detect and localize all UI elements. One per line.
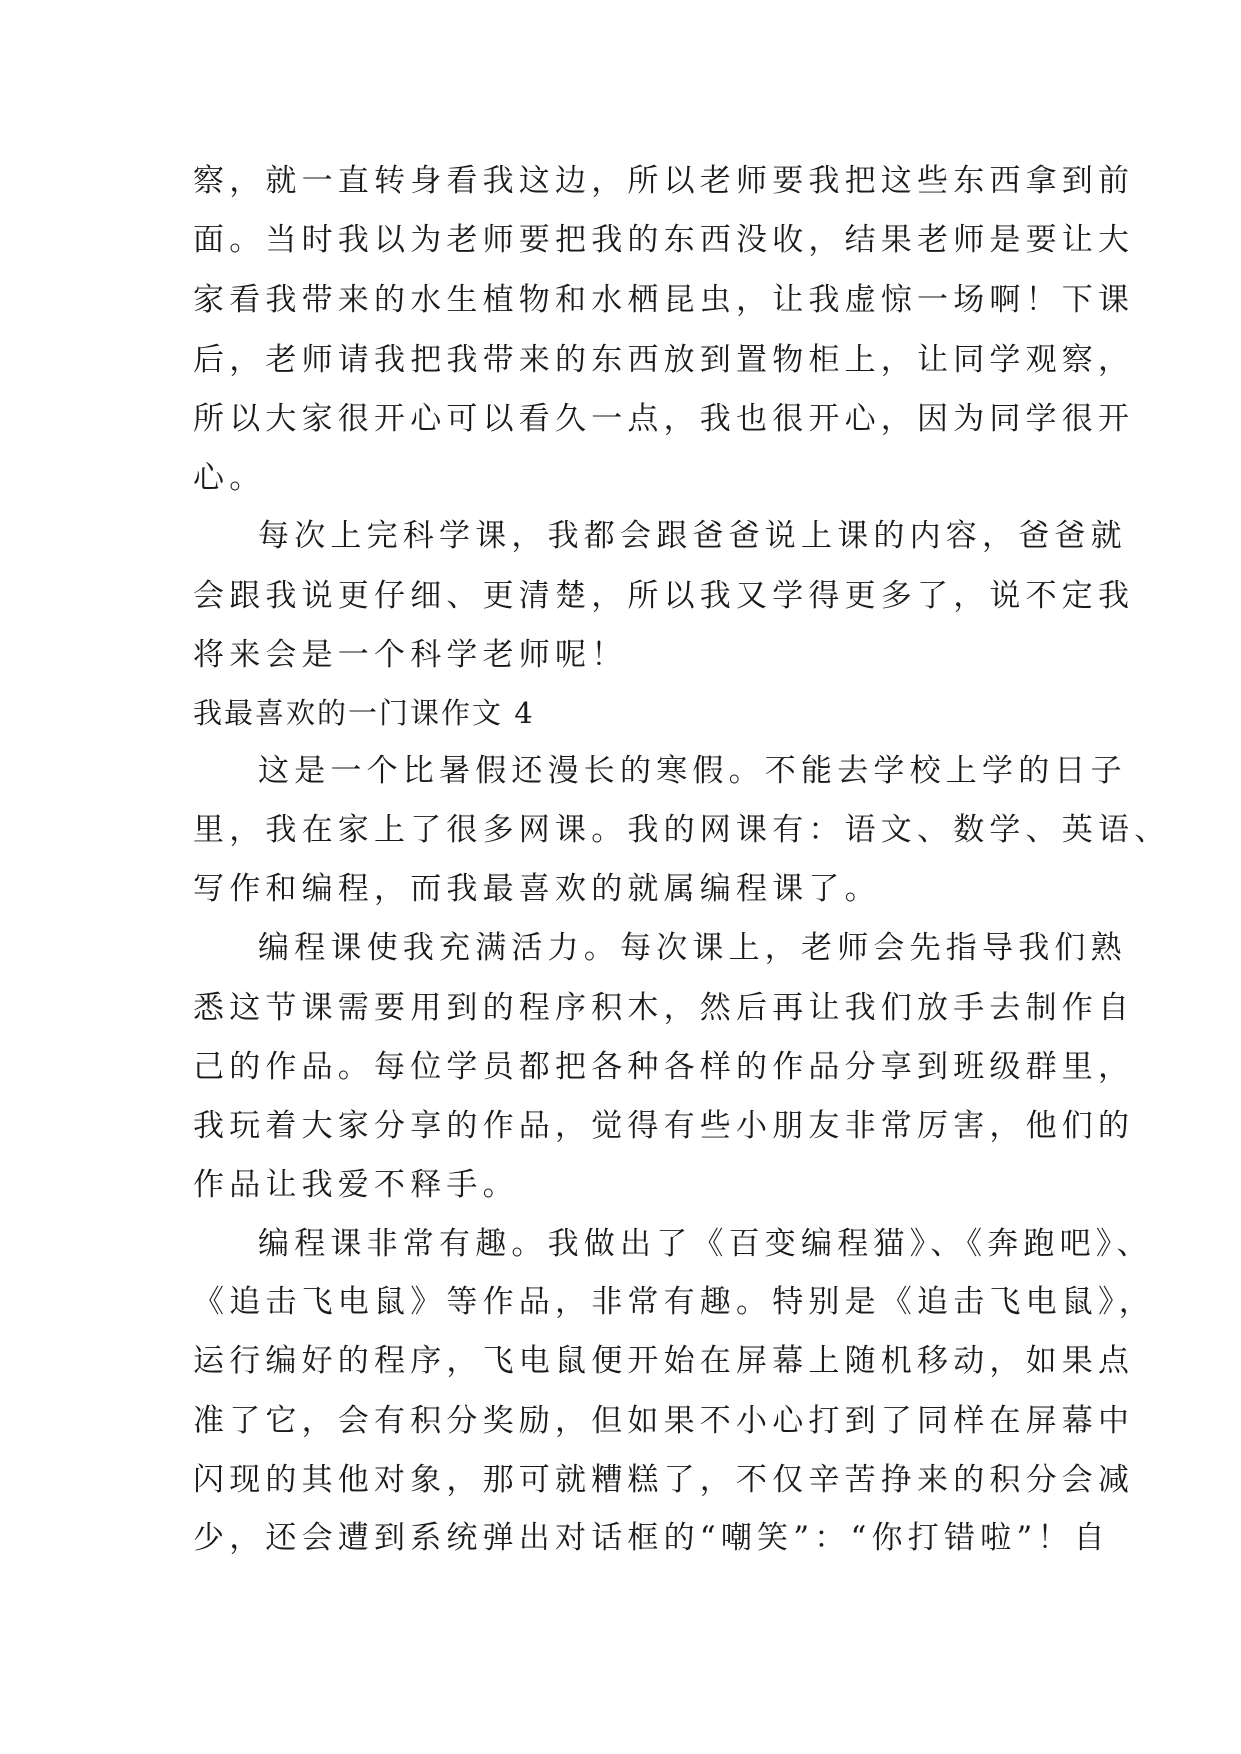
text-line: 里，我在家上了很多网课。我的网课有：语文、数学、英语、 xyxy=(193,812,1171,848)
text-line: 写作和编程，而我最喜欢的就属编程课了。 xyxy=(193,871,881,907)
text-line: 察，就一直转身看我这边，所以老师要我把这些东西拿到前 xyxy=(193,163,1135,199)
text-line: 后，老师请我把我带来的东西放到置物柜上，让同学观察， xyxy=(193,342,1135,378)
text-line: 作品让我爱不释手。 xyxy=(193,1167,519,1203)
text-line: 会跟我说更仔细、更清楚，所以我又学得更多了，说不定我 xyxy=(193,578,1135,614)
paragraph-first-line: 编程课使我充满活力。每次课上，老师会先指导我们熟 xyxy=(258,930,1127,966)
text-line: 《追击飞电鼠》等作品，非常有趣。特别是《追击飞电鼠》， xyxy=(193,1284,1155,1320)
text-line: 将来会是一个科学老师呢！ xyxy=(193,637,628,673)
text-line: 少，还会遭到系统弹出对话框的“嘲笑”：“你打错啦”！自 xyxy=(193,1520,1110,1556)
section-heading: 我最喜欢的一门课作文 4 xyxy=(193,696,535,730)
paragraph-first-line: 这是一个比暑假还漫长的寒假。不能去学校上学的日子 xyxy=(258,753,1127,789)
text-line: 家看我带来的水生植物和水栖昆虫，让我虚惊一场啊！下课 xyxy=(193,282,1135,318)
text-line: 面。当时我以为老师要把我的东西没收，结果老师是要让大 xyxy=(193,222,1135,258)
paragraph-first-line: 编程课非常有趣。我做出了《百变编程猫》、《奔跑吧》、 xyxy=(258,1226,1153,1262)
text-line: 我玩着大家分享的作品，觉得有些小朋友非常厉害，他们的 xyxy=(193,1108,1135,1144)
text-line: 运行编好的程序，飞电鼠便开始在屏幕上随机移动，如果点 xyxy=(193,1343,1135,1379)
text-line: 所以大家很开心可以看久一点，我也很开心，因为同学很开 xyxy=(193,401,1135,437)
paragraph-first-line: 每次上完科学课，我都会跟爸爸说上课的内容，爸爸就 xyxy=(258,518,1127,554)
text-line: 己的作品。每位学员都把各种各样的作品分享到班级群里， xyxy=(193,1049,1135,1085)
text-line: 准了它，会有积分奖励，但如果不小心打到了同样在屏幕中 xyxy=(193,1403,1135,1439)
text-line: 闪现的其他对象，那可就糟糕了，不仅辛苦挣来的积分会减 xyxy=(193,1462,1135,1498)
text-line: 悉这节课需要用到的程序积木，然后再让我们放手去制作自 xyxy=(193,990,1135,1026)
text-line: 心。 xyxy=(193,460,266,496)
